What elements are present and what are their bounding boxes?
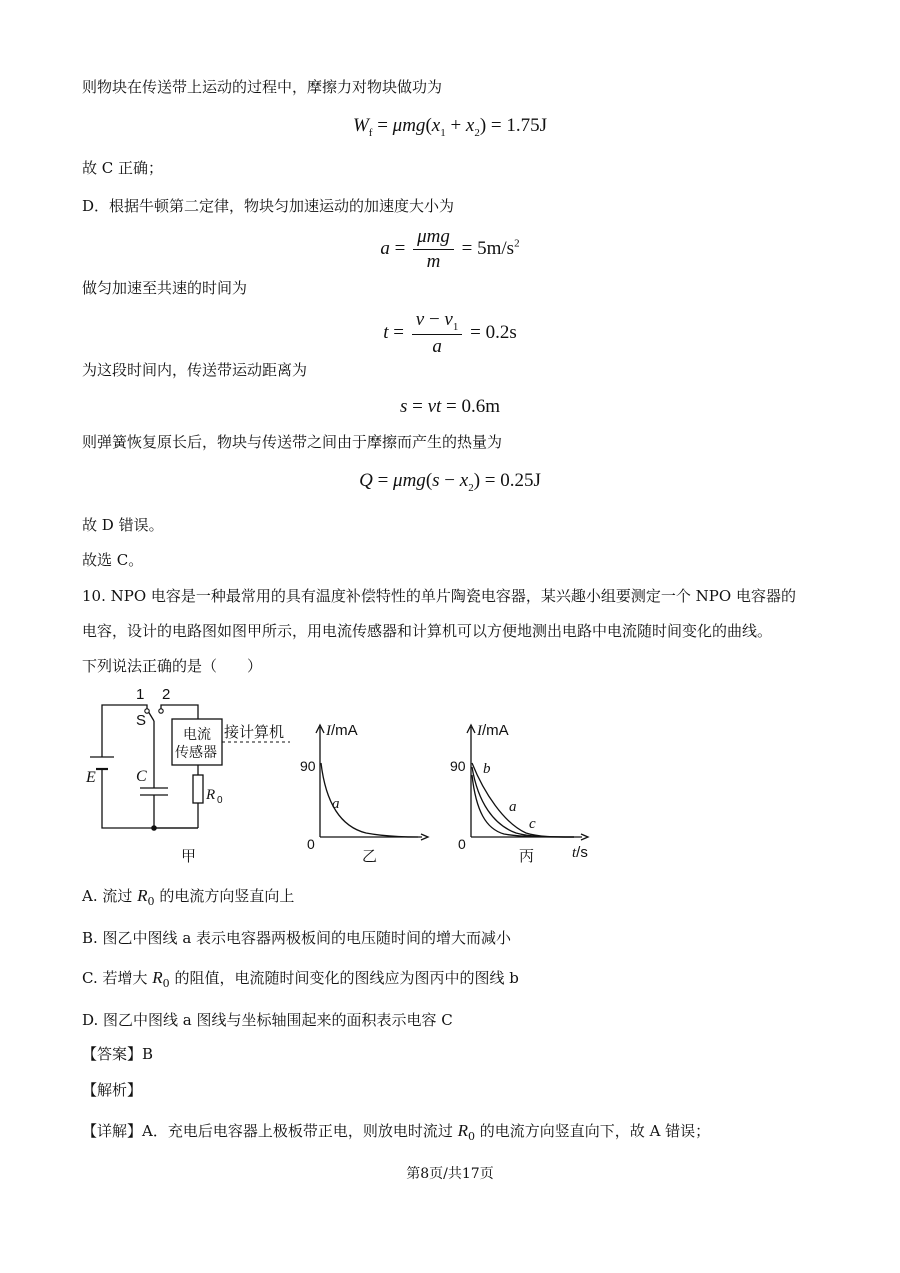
equation-time: t = $\frac{v - v_1}{a}$ = 0.2s — [383, 309, 517, 357]
graph-yi-label-a: a — [332, 796, 340, 812]
text-line-4: 做匀加速至共速的时间为 — [82, 279, 248, 297]
equation-heat: $Q = \mu mg(s - x_2) = 0.25J$ — [359, 470, 541, 494]
answer: 【答案】B — [82, 1045, 154, 1063]
resistor-label-sub: 0 — [217, 795, 223, 806]
option-a: A. 流过 $R_0$ 的电流方向竖直向上 — [82, 886, 295, 908]
graph-bing-origin: 0 — [458, 836, 466, 852]
graph-bing-label-b: b — [483, 761, 491, 777]
graph-bing-label-c: c — [529, 816, 536, 832]
text-line-8: 故选 C。 — [82, 551, 144, 569]
equation-acceleration: a = $\frac{\text{μmg}}{m}$ = $5m/s^2$ — [380, 226, 520, 272]
graph-bing-curve-c — [472, 775, 574, 837]
graph-bing-curve-a — [472, 767, 574, 837]
switch-label: S — [136, 712, 147, 729]
graph-yi-tick-90: 90 — [300, 758, 316, 774]
graph-yi-origin: 0 — [307, 836, 315, 852]
equation-distance: s = vt = 0.6m — [399, 396, 501, 417]
question-10-line-3: 下列说法正确的是（ ） — [82, 657, 263, 675]
analysis-heading: 【解析】 — [82, 1081, 143, 1099]
option-b: B. 图乙中图线 a 表示电容器两极板间的电压随时间的增大而减小 — [82, 929, 512, 947]
question-figure — [80, 685, 600, 870]
text-line-3: D．根据牛顿第二定律，物块匀加速运动的加速度大小为 — [82, 197, 455, 215]
detail-line: 【详解】A．充电后电容器上极板带正电，则放电时流过 $R_0$ 的电流方向竖直向下，故 A 错误； — [82, 1121, 711, 1143]
capacitor-label: C — [136, 768, 147, 785]
graph-yi-axis-y: I/mA — [326, 722, 358, 739]
graph-bing-axis-y: I/mA — [477, 722, 509, 739]
resistor-label: R — [206, 787, 216, 803]
sensor-label-line1: 电流 — [183, 726, 211, 742]
graph-bing-axis-x: t/s — [572, 844, 588, 861]
question-10-line-2: 电容，设计的电路图如图甲所示，用电流传感器和计算机可以方便地测出电路中电流随时间变化的曲线。 — [82, 622, 773, 640]
question-10-line-1: 10. NPO 电容是一种最常用的具有温度补偿特性的单片陶瓷电容器，某兴趣小组要测定一个 NPO 电容器的 — [82, 587, 796, 605]
caption-yi: 乙 — [362, 848, 378, 865]
text-line-5: 为这段时间内，传送带运动距离为 — [82, 361, 308, 379]
switch-terminal-1: 1 — [136, 686, 145, 703]
option-d: D. 图乙中图线 a 图线与坐标轴围起来的面积表示电容 C — [82, 1011, 453, 1029]
text-line-1: 则物块在传送带上运动的过程中，摩擦力对物块做功为 — [82, 78, 443, 96]
switch-terminal-2: 2 — [162, 686, 171, 703]
equation-work-friction: $W_f = \mu mg(x_1 + x_2) = 1.75J$ — [352, 115, 548, 139]
page-footer: 第8页/共17页 — [406, 1166, 494, 1182]
text-line-6: 则弹簧恢复原长后，物块与传送带之间由于摩擦而产生的热量为 — [82, 433, 503, 451]
caption-bing: 丙 — [519, 848, 535, 865]
graph-bing-tick-90: 90 — [450, 758, 466, 774]
computer-label: 接计算机 — [224, 724, 285, 741]
battery-label: E — [86, 769, 96, 786]
caption-jia: 甲 — [181, 848, 197, 865]
option-c: C. 若增大 $R_0$ 的阻值，电流随时间变化的图线应为图丙中的图线 b — [82, 968, 519, 990]
sensor-label-line2: 传感器 — [175, 744, 217, 760]
graph-bing-label-a: a — [509, 799, 517, 815]
text-line-2: 故 C 正确； — [82, 159, 164, 177]
text-line-7: 故 D 错误。 — [82, 516, 164, 534]
